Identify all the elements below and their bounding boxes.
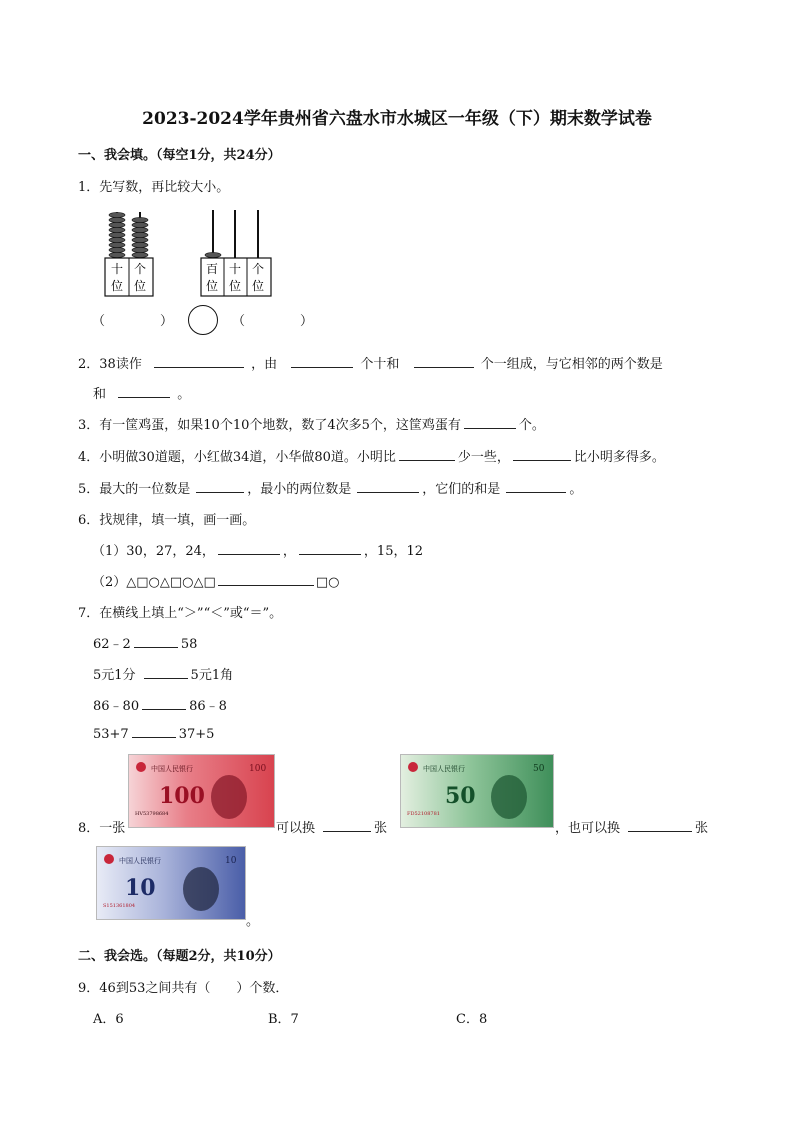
q2-text-a: 2．38读作: [78, 357, 142, 372]
q6-sub1-text-a: （1）30，27，24，: [92, 544, 215, 559]
svg-text:50: 50: [533, 764, 545, 774]
q9-option-c[interactable]: C．8: [456, 1012, 488, 1027]
q3-text-b: 个。: [518, 418, 545, 433]
q5-blank-3[interactable]: [506, 481, 566, 493]
question-2-line-1: [78, 353, 663, 372]
q2-blank-3[interactable]: [414, 356, 474, 368]
svg-text:位: 位: [111, 279, 124, 293]
svg-text:100: 100: [249, 764, 267, 774]
q8-text-f: 。: [246, 914, 260, 929]
q6-blank-1[interactable]: [218, 543, 280, 555]
svg-text:S151361804: S151361804: [103, 903, 136, 909]
abacus1-label-tens: 十: [111, 262, 124, 276]
banknote-100-art: [129, 755, 274, 827]
svg-text:100: 100: [159, 783, 205, 809]
abacus-beads: [109, 212, 148, 257]
q5-text-d: 。: [569, 482, 583, 497]
q7-item-3-left: 86﹣80: [93, 699, 140, 714]
q6-sub2-tail: □○: [315, 575, 340, 590]
q2-text-d: 个一组成，与它相邻的两个数是: [480, 357, 663, 372]
q9-option-a[interactable]: A．6: [93, 1012, 124, 1027]
answer-paren-right-open: （: [232, 314, 246, 329]
page-title: 2023-2024学年贵州省六盘水市水城区一年级（下）期末数学试卷: [142, 109, 652, 129]
q6-sub2-pattern: （2）△□○△□○△□: [92, 575, 216, 590]
q7-item-2: [93, 664, 233, 683]
q4-text-b: 少一些，: [457, 450, 510, 465]
answer-paren-left-open: （: [92, 314, 106, 329]
q8-text-a: 8．一张: [78, 821, 126, 836]
svg-text:FD52108781: FD52108781: [407, 811, 440, 817]
question-9-text: 9．46到53之间共有（ ）个数．: [78, 981, 289, 996]
q7-blank-1[interactable]: [134, 636, 178, 648]
svg-text:50: 50: [445, 783, 476, 809]
question-1-text: 1．先写数，再比较大小。: [78, 180, 230, 195]
q2-text-c: 个十和: [360, 357, 400, 372]
q7-item-4: [93, 726, 214, 742]
q6-blank-3[interactable]: [218, 574, 314, 586]
q2-text-e: 和: [93, 387, 107, 402]
q7-item-4-left: 53+7: [93, 727, 129, 742]
q4-blank-2[interactable]: [513, 449, 571, 461]
q8-text-d: ，也可以换: [555, 821, 621, 836]
question-7-text: 7．在横线上填上“＞”“＜”或“＝”。: [78, 606, 283, 621]
svg-text:中国人民银行: 中国人民银行: [119, 857, 161, 865]
q3-blank[interactable]: [464, 417, 516, 429]
q8-text-c: 张: [374, 821, 388, 836]
svg-text:中国人民银行: 中国人民银行: [423, 765, 465, 773]
svg-text:HV53798684: HV53798684: [135, 811, 169, 817]
q2-blank-2[interactable]: [291, 356, 353, 368]
svg-text:位: 位: [252, 279, 265, 293]
q2-blank-4[interactable]: [118, 386, 170, 398]
q3-text-a: 3．有一筐鸡蛋，如果10个10个地数，数了4次多5个，这筐鸡蛋有: [78, 418, 461, 433]
question-6-sub-2: [92, 571, 339, 590]
q7-item-3-right: 86﹣8: [189, 699, 227, 714]
abacus1-label-ones: 个: [134, 262, 147, 276]
q7-blank-4[interactable]: [132, 726, 176, 738]
q7-item-1-left: 62﹣2: [93, 637, 131, 652]
q2-blank-1[interactable]: [154, 356, 244, 368]
abacus2-label-ones: 个: [252, 262, 265, 276]
abacus-bead: [205, 252, 221, 257]
q7-item-1: [93, 633, 197, 652]
q8-blank-1[interactable]: [323, 820, 371, 832]
q2-text-b: ，由: [251, 357, 278, 372]
q4-blank-1[interactable]: [399, 449, 455, 461]
answer-paren-right-close: ）: [300, 314, 314, 329]
q7-item-4-right: 37+5: [178, 727, 215, 742]
q8-text-e: 张: [695, 821, 709, 836]
banknote-100: [128, 754, 275, 828]
question-6-text: 6．找规律，填一填，画一画。: [78, 513, 256, 528]
abacus2-label-hundreds: 百: [206, 262, 219, 276]
q7-item-2-left: 5元1分: [93, 668, 136, 683]
q6-sub1-text-b: ，: [282, 544, 296, 559]
q5-text-a: 5．最大的一位数是: [78, 482, 191, 497]
svg-text:位: 位: [229, 279, 242, 293]
q7-item-2-right: 5元1角: [190, 668, 234, 683]
svg-text:位: 位: [134, 279, 147, 293]
svg-text:10: 10: [125, 875, 156, 901]
svg-text:10: 10: [225, 856, 237, 866]
section-heading-2: 二、我会选。（每题2分，共10分）: [78, 949, 281, 964]
q5-blank-1[interactable]: [196, 481, 244, 493]
q5-blank-2[interactable]: [357, 481, 419, 493]
q6-blank-2[interactable]: [299, 543, 361, 555]
q8-line-2: [555, 817, 708, 836]
q4-text-a: 4．小明做30道题，小红做34道，小华做80道。小明比: [78, 450, 396, 465]
q5-text-c: ，它们的和是: [422, 482, 501, 497]
q7-blank-2[interactable]: [144, 667, 188, 679]
q7-blank-3[interactable]: [142, 698, 186, 710]
compare-circle[interactable]: [188, 305, 218, 335]
q8-text-b: 可以换: [276, 821, 316, 836]
q8-line: [276, 817, 387, 836]
section-heading-1: 一、我会填。（每空1分，共24分）: [78, 148, 281, 163]
question-2-line-2: [93, 383, 190, 402]
abacus2-label-tens: 十: [229, 262, 242, 276]
question-4: [78, 446, 665, 465]
q6-sub1-text-c: ，15，12: [363, 544, 424, 559]
banknote-50-art: [401, 755, 553, 827]
answer-paren-left-close: ）: [160, 314, 174, 329]
question-6-sub-1: [92, 540, 423, 559]
banknote-50: [400, 754, 554, 828]
q4-text-c: 比小明多得多。: [573, 450, 665, 465]
svg-text:位: 位: [206, 279, 219, 293]
banknote-10: [96, 846, 246, 920]
question-3: [78, 414, 545, 433]
q2-text-f: 。: [177, 387, 191, 402]
q8-blank-2[interactable]: [628, 820, 692, 832]
svg-text:中国人民银行: 中国人民银行: [151, 765, 193, 773]
banknote-10-art: [97, 847, 245, 919]
q5-text-b: ，最小的两位数是: [247, 482, 352, 497]
question-5: [78, 478, 582, 497]
q7-item-1-right: 58: [180, 637, 198, 652]
q7-item-3: [93, 695, 227, 714]
q9-option-b[interactable]: B．7: [268, 1012, 299, 1027]
